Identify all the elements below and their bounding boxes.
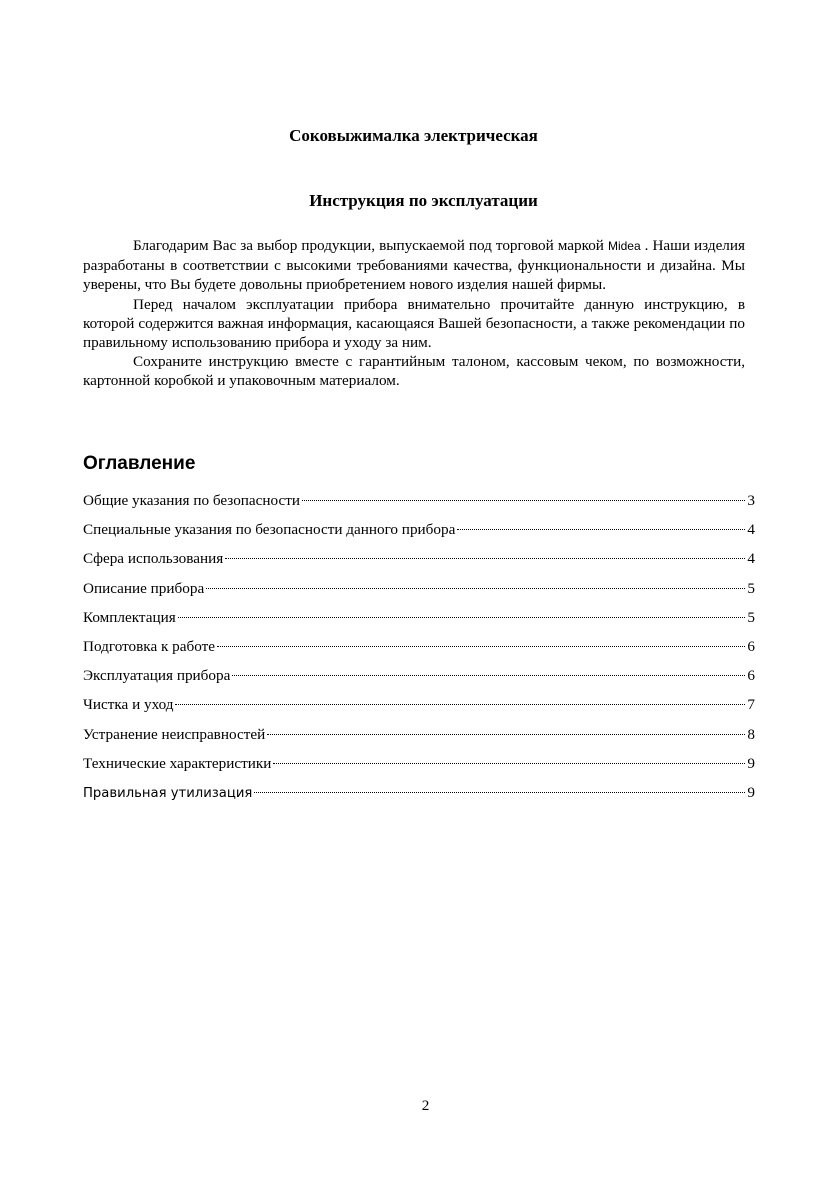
toc-heading: Оглавление (83, 453, 196, 474)
toc-entry[interactable] (83, 696, 755, 725)
toc-entry[interactable] (83, 609, 755, 638)
toc-leader-dots (206, 588, 745, 589)
toc-entry[interactable] (83, 726, 755, 755)
toc-leader-dots (232, 675, 745, 676)
toc-entry-label: Комплектация (83, 608, 176, 626)
toc-entry[interactable] (83, 784, 755, 813)
toc-entry[interactable] (83, 638, 755, 667)
toc-leader-dots (457, 529, 745, 530)
intro-paragraph-1 (83, 236, 745, 295)
toc-entry-page: 3 (747, 492, 755, 509)
toc-leader-dots (302, 500, 745, 501)
toc-entry-page: 9 (747, 783, 755, 801)
document-subtitle: Инструкция по эксплуатации (309, 191, 538, 210)
toc-leader-dots (267, 734, 745, 735)
toc-entry[interactable] (83, 521, 755, 550)
toc-entry-page: 5 (747, 579, 755, 597)
toc-entry-page: 4 (747, 521, 755, 539)
toc-entry-label: Технические характеристики (83, 754, 272, 772)
toc-leader-dots (273, 763, 745, 764)
page-number: 2 (421, 1097, 430, 1114)
toc-entry-page: 6 (747, 667, 755, 685)
toc-entry[interactable] (83, 667, 755, 696)
document-title: Соковыжималка электрическая (289, 126, 538, 145)
toc-entry-label: Правильная утилизация (83, 785, 253, 801)
toc-leader-dots (217, 646, 745, 647)
toc-entry-label: Подготовка к работе (83, 637, 215, 655)
toc-entry-label: Сфера использования (83, 550, 224, 568)
toc-entry-page: 6 (747, 637, 755, 655)
intro-paragraph-2: Перед началом эксплуатации прибора внимательно прочитайте данную инструкцию, в которой содержится важная информация, касающаяся Вашей безопасности, а также рекомендации по правильному использованию прибора и уходу за ним. (83, 295, 745, 352)
toc-leader-dots (225, 558, 745, 559)
toc-entry[interactable] (83, 755, 755, 784)
toc-entry[interactable] (83, 580, 755, 609)
toc-entry-label: Эксплуатация прибора (83, 667, 231, 685)
toc-leader-dots (175, 704, 745, 705)
intro-p1-end: . Наши изделия разработаны в соответствии с высокими требованиями качества, функциональности и дизайна. Мы уверены, что Вы будете довольны приобретением нового изделия нашей фирмы. (83, 237, 746, 294)
intro-p1-text: Благодарим Вас за выбор продукции, выпускаемой под торговой маркой (133, 237, 608, 254)
intro-paragraph-3: Сохраните инструкцию вместе с гарантийным талоном, кассовым чеком, по возможности, картонной коробкой и упаковочным материалом. (83, 353, 745, 390)
toc-leader-dots (254, 792, 745, 793)
toc-entry-label: Общие указания по безопасности (83, 492, 301, 509)
toc-entry-label: Специальные указания по безопасности данного прибора (83, 521, 456, 539)
toc-entry-label: Описание прибора (83, 579, 205, 597)
toc-entry-label: Чистка и уход (83, 696, 174, 714)
toc-entry[interactable] (83, 492, 755, 521)
toc-entry[interactable] (83, 550, 755, 579)
table-of-contents (83, 492, 755, 813)
brand-name: Midea (607, 239, 641, 253)
intro-text (83, 236, 745, 391)
toc-entry-page: 5 (747, 608, 755, 626)
toc-entry-page: 8 (747, 725, 755, 743)
toc-entry-page: 4 (747, 550, 755, 568)
toc-leader-dots (178, 617, 746, 618)
toc-entry-label: Устранение неисправностей (83, 725, 266, 743)
toc-entry-page: 7 (747, 696, 755, 714)
toc-entry-page: 9 (747, 754, 755, 772)
